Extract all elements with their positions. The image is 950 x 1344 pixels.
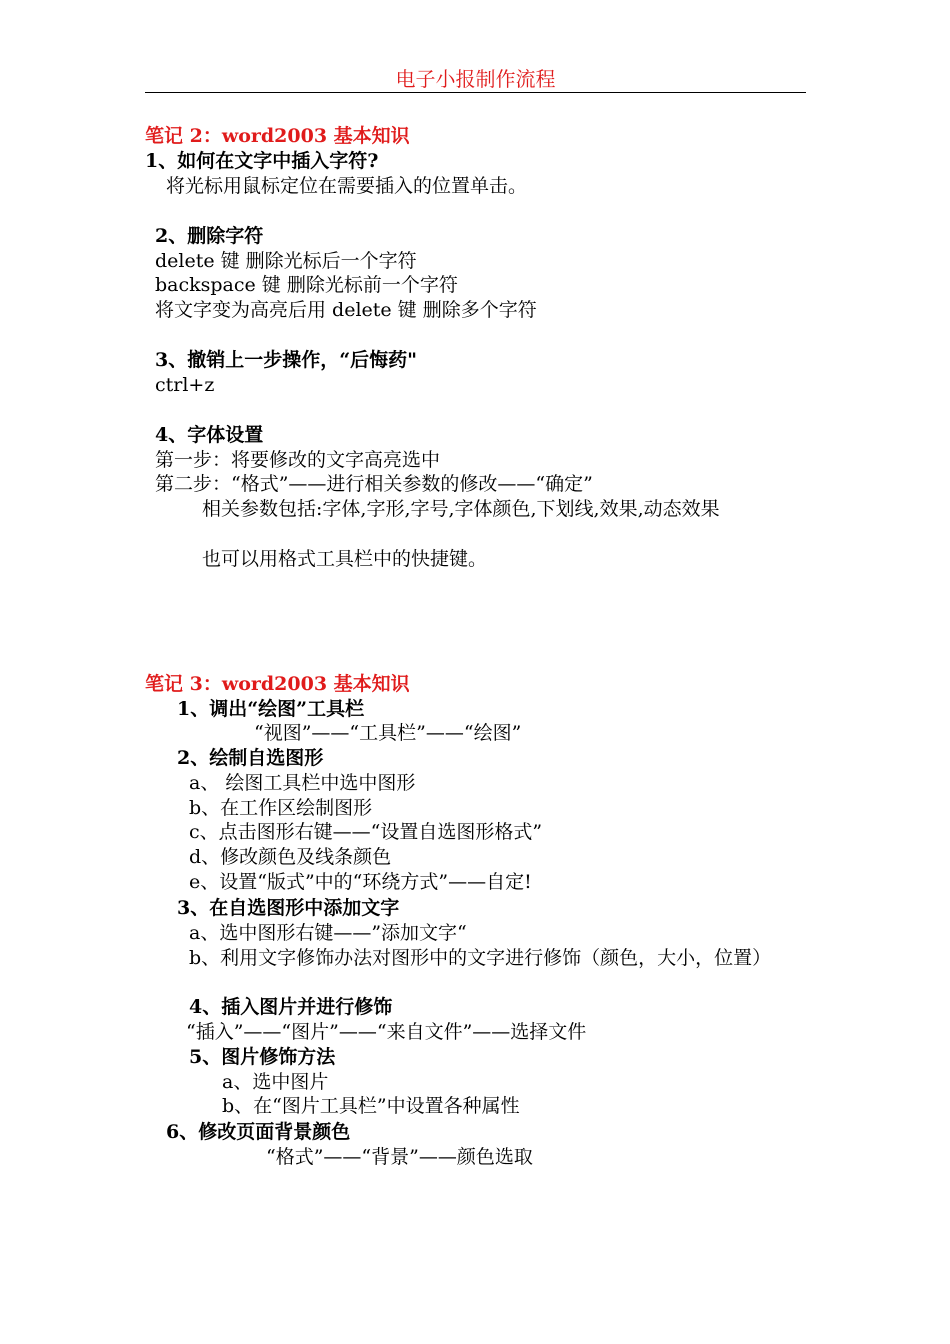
note3-section5-item-a: a、选中图片 (222, 1071, 329, 1093)
note3-section4-text: “插入”——“图片”——“来自文件”——选择文件 (186, 1021, 587, 1043)
note3-section1-heading: 1、调出“绘图”工具栏 (177, 698, 365, 720)
note3-section2-item-c: c、点击图形右键——“设置自选图形格式” (189, 821, 543, 843)
note3-section3-item-a: a、选中图形右键——”添加文字“ (189, 922, 467, 944)
header-divider (145, 92, 806, 93)
note3-section2-item-b: b、在工作区绘制图形 (189, 797, 373, 819)
note2-title: 笔记 2：word2003 基本知识 (145, 125, 410, 147)
note3-section2-item-e: e、设置“版式”中的“环绕方式”——自定! (189, 871, 532, 893)
note2-section3-heading: 3、撤销上一步操作，“后悔药" (155, 349, 418, 371)
note3-section4-heading: 4、插入图片并进行修饰 (189, 996, 393, 1018)
note3-section2-item-d: d、修改颜色及线条颜色 (189, 846, 392, 868)
note2-section3-text: ctrl+z (155, 374, 215, 396)
note2-section2-heading: 2、删除字符 (155, 225, 264, 247)
note3-section5-item-b: b、在“图片工具栏”中设置各种属性 (222, 1095, 520, 1117)
note3-section3-item-b: b、利用文字修饰办法对图形中的文字进行修饰（颜色，大小，位置） (189, 947, 772, 969)
note3-title: 笔记 3：word2003 基本知识 (145, 673, 410, 695)
note3-section6-heading: 6、修改页面背景颜色 (166, 1121, 351, 1143)
note3-section1-text: “视图”——“工具栏”——“绘图” (254, 722, 522, 744)
note2-section2-line3: 将文字变为高亮后用 delete 键 删除多个字符 (155, 299, 537, 321)
note3-section2-heading: 2、绘制自选图形 (177, 747, 324, 769)
note2-section1-text: 将光标用鼠标定位在需要插入的位置单击。 (166, 175, 528, 197)
note3-section3-heading: 3、在自选图形中添加文字 (177, 897, 400, 919)
note2-section4-params: 相关参数包括:字体,字形,字号,字体颜色,下划线,效果,动态效果 (202, 498, 720, 520)
note2-section4-heading: 4、字体设置 (155, 424, 264, 446)
note2-section4-step1: 第一步：将要修改的文字高亮选中 (155, 449, 441, 471)
note3-section5-heading: 5、图片修饰方法 (189, 1046, 336, 1068)
note2-section4-shortcut: 也可以用格式工具栏中的快捷键。 (202, 548, 488, 570)
note2-section4-step2: 第二步：“格式”——进行相关参数的修改——“确定” (155, 473, 593, 495)
note3-section2-item-a: a、 绘图工具栏中选中图形 (189, 772, 416, 794)
note2-section1-heading: 1、如何在文字中插入字符? (145, 150, 379, 172)
note2-section2-line1: delete 键 删除光标后一个字符 (155, 250, 417, 272)
page-header-title: 电子小报制作流程 (395, 67, 556, 91)
note2-section2-line2: backspace 键 删除光标前一个字符 (155, 274, 458, 296)
note3-section6-text: “格式”——“背景”——颜色选取 (266, 1146, 533, 1168)
